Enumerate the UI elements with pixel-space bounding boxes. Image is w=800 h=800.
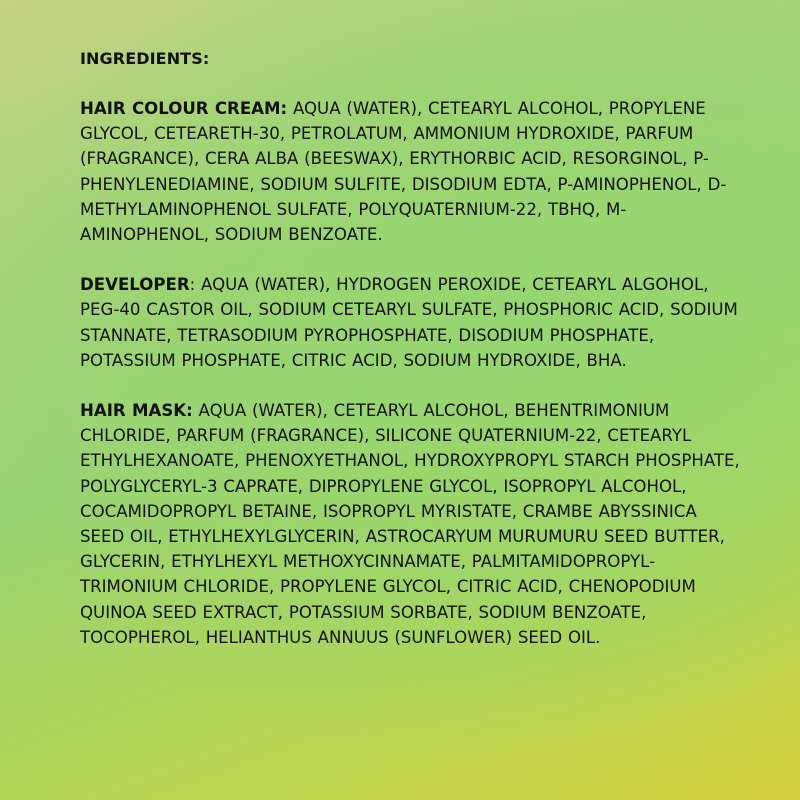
section-separator: : — [189, 275, 202, 295]
developer-label: DEVELOPER — [80, 275, 190, 295]
ingredients-heading: INGREDIENTS: — [80, 49, 210, 68]
developer-ingredients: AQUA (WATER), HYDROGEN PEROXIDE, CETEARYL ALGOHOL, PEG-40 CASTOR OIL, SODIUM CETEARYL SULFATE, PHOSPHORIC ACID, SODIUM STANNATE, TETRASODIUM PYROPHOSPHATE, DISODIUM PHOSPHATE, POTASSIUM PHOSPHATE, CITRIC ACID, SODIUM HYDROXIDE, BHA. — [80, 275, 738, 370]
hair-mask-section — [80, 398, 740, 650]
hair-mask-label: HAIR MASK: — [80, 401, 193, 421]
ingredients-panel — [80, 47, 740, 650]
hair-colour-cream-ingredients: AQUA (WATER), CETEARYL ALCOHOL, PROPYLENE GLYCOL, CETEARETH-30, PETROLATUM, AMMONIUM HYDROXIDE, PARFUM (FRAGRANCE), CERA ALBA (BEESWAX), ERYTHORBIC ACID, RESORGINOL, P-PHENYLENEDIAMINE, SODIUM SULFITE, DISODIUM EDTA, P-AMINOPHENOL, D-METHYLAMINOPHENOL SULFATE, POLYQUATERNIUM-22, TBHQ, M-AMINOPHENOL, SODIUM BENZOATE. — [80, 99, 727, 245]
hair-colour-cream-label: HAIR COLOUR CREAM: — [80, 99, 288, 118]
hair-colour-cream-section — [80, 96, 740, 247]
developer-section — [80, 272, 740, 373]
hair-mask-ingredients: AQUA (WATER), CETEARYL ALCOHOL, BEHENTRIMONIUM CHLORIDE, PARFUM (FRAGRANCE), SILICONE QUATERNIUM-22, CETEARYL ETHYLHEXANOATE, PHENOXYETHANOL, HYDROXYPROPYL STARCH PHOSPHATE, POLYGLYCERYL-3 CAPRATE, DIPROPYLENE GLYCOL, ISOPROPYL ALCOHOL, COCAMIDOPROPYL BETAINE, ISOPROPYL MYRISTATE, CRAMBE ABYSSINICA SEED OIL, ETHYLHEXYLGLYCERIN, ASTROCARYUM MURUMURU SEED BUTTER, GLYCERIN, ETHYLHEXYL METHOXYCINNAMATE, PALMITAMIDOPROPYL-TRIMONIUM CHLORIDE, PROPYLENE GLYCOL, CITRIC ACID, CHENOPODIUM QUINOA SEED EXTRACT, POTASSIUM SORBATE, SODIUM BENZOATE, TOCOPHEROL, HELIANTHUS ANNUUS (SUNFLOWER) SEED OIL. — [80, 401, 740, 647]
